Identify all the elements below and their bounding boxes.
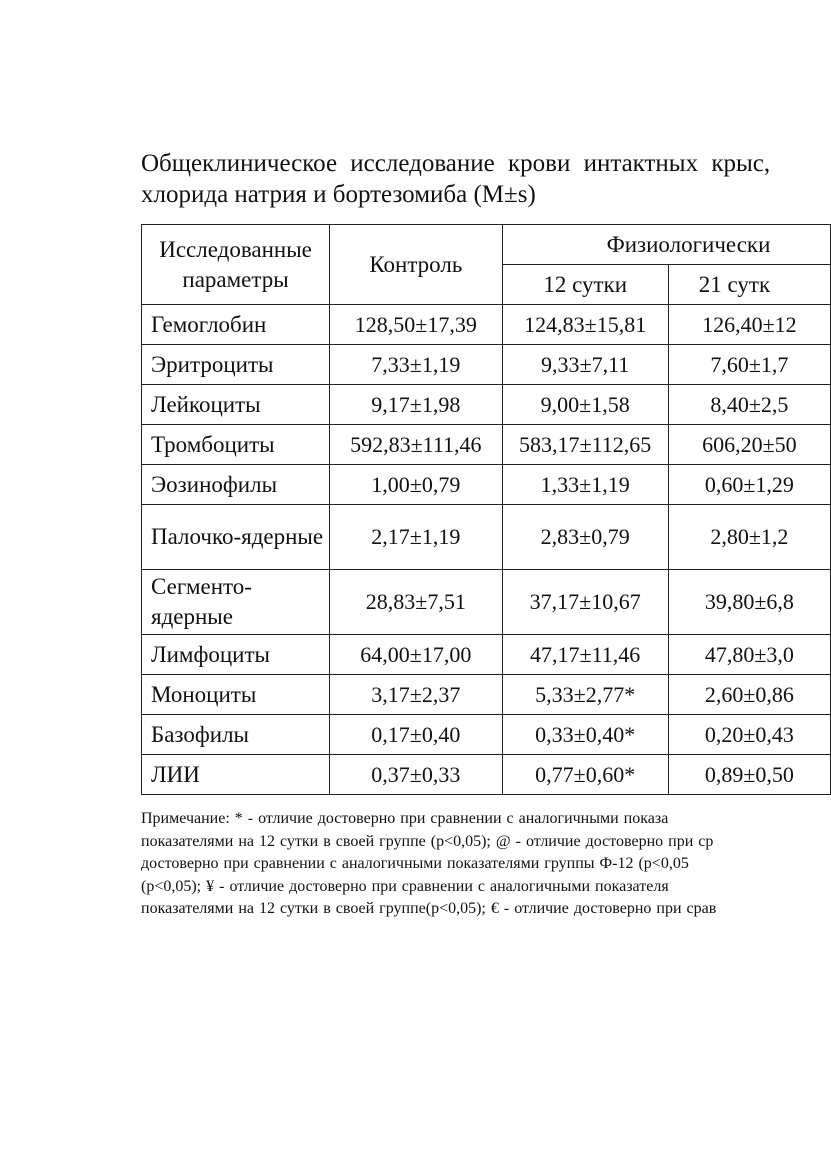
control-value: 64,00±17,00: [330, 635, 502, 675]
header-day12: 12 сутки: [502, 265, 668, 305]
day21-value: 39,80±6,8: [668, 570, 830, 635]
table-row: [142, 505, 831, 570]
param-name: Палочко-ядерные: [142, 505, 330, 570]
day21-value: 47,80±3,0: [668, 635, 830, 675]
param-name: Гемоглобин: [142, 305, 330, 345]
table-row: [142, 715, 831, 755]
control-value: 2,17±1,19: [330, 505, 502, 570]
param-name: Тромбоциты: [142, 425, 330, 465]
day12-value: 2,83±0,79: [502, 505, 668, 570]
note-line: показателями на 12 сутки в своей группе(р<0,05); € - отличие достоверно при срав: [141, 900, 717, 917]
table-row: [142, 305, 831, 345]
param-name: Лимфоциты: [142, 635, 330, 675]
control-value: 128,50±17,39: [330, 305, 502, 345]
header-group: Физиологически: [502, 225, 830, 265]
blood-test-table: [141, 224, 831, 795]
param-name: Эозинофилы: [142, 465, 330, 505]
table-row: [142, 635, 831, 675]
control-value: 592,83±111,46: [330, 425, 502, 465]
day21-value: 2,80±1,2: [668, 505, 830, 570]
param-name: ЛИИ: [142, 755, 330, 795]
control-value: 7,33±1,19: [330, 345, 502, 385]
table-row: [142, 385, 831, 425]
note-line: достоверно при сравнении с аналогичными показателями группы Ф-12 (р<0,05: [141, 855, 689, 872]
table-row: [142, 465, 831, 505]
day21-value: 606,20±50: [668, 425, 830, 465]
day21-value: 2,60±0,86: [668, 675, 830, 715]
day12-value: 583,17±112,65: [502, 425, 668, 465]
day21-value: 0,60±1,29: [668, 465, 830, 505]
day12-value: 5,33±2,77*: [502, 675, 668, 715]
param-name: Моноциты: [142, 675, 330, 715]
note-line: Примечание: * - отличие достоверно при сравнении с аналогичными показа: [141, 810, 669, 827]
table-row: [142, 755, 831, 795]
param-name: Эритроциты: [142, 345, 330, 385]
param-name: Базофилы: [142, 715, 330, 755]
day21-value: 0,89±0,50: [668, 755, 830, 795]
control-value: 0,37±0,33: [330, 755, 502, 795]
day21-value: 8,40±2,5: [668, 385, 830, 425]
day12-value: 0,33±0,40*: [502, 715, 668, 755]
note-line: показателями на 12 сутки в своей группе (р<0,05); @ - отличие достоверно при ср: [141, 832, 714, 850]
table-footnote: [141, 808, 831, 921]
table-row: [142, 425, 831, 465]
title-line-1: Общеклиническое исследование крови интактных крыс,: [141, 150, 771, 177]
table-row: [142, 570, 831, 635]
control-value: 3,17±2,37: [330, 675, 502, 715]
day21-value: 0,20±0,43: [668, 715, 830, 755]
day12-value: 0,77±0,60*: [502, 755, 668, 795]
day12-value: 9,33±7,11: [502, 345, 668, 385]
param-name: Лейкоциты: [142, 385, 330, 425]
control-value: 0,17±0,40: [330, 715, 502, 755]
control-value: 28,83±7,51: [330, 570, 502, 635]
header-control: Контроль: [330, 225, 502, 305]
day21-value: 7,60±1,7: [668, 345, 830, 385]
table-row: [142, 345, 831, 385]
day12-value: 1,33±1,19: [502, 465, 668, 505]
day12-value: 47,17±11,46: [502, 635, 668, 675]
day12-value: 9,00±1,58: [502, 385, 668, 425]
header-day21: 21 сутк: [668, 265, 830, 305]
table-row: [142, 675, 831, 715]
table-title: [141, 148, 831, 210]
control-value: 9,17±1,98: [330, 385, 502, 425]
day21-value: 126,40±12: [668, 305, 830, 345]
note-line: (р<0,05); ¥ - отличие достоверно при сравнении с аналогичными показателя: [141, 877, 669, 895]
day12-value: 37,17±10,67: [502, 570, 668, 635]
control-value: 1,00±0,79: [330, 465, 502, 505]
title-line-2: хлорида натрия и бортезомиба (М±s): [141, 181, 536, 208]
day12-value: 124,83±15,81: [502, 305, 668, 345]
header-params: Исследованные параметры: [142, 225, 330, 305]
param-name: Сегменто-ядерные: [142, 570, 330, 635]
